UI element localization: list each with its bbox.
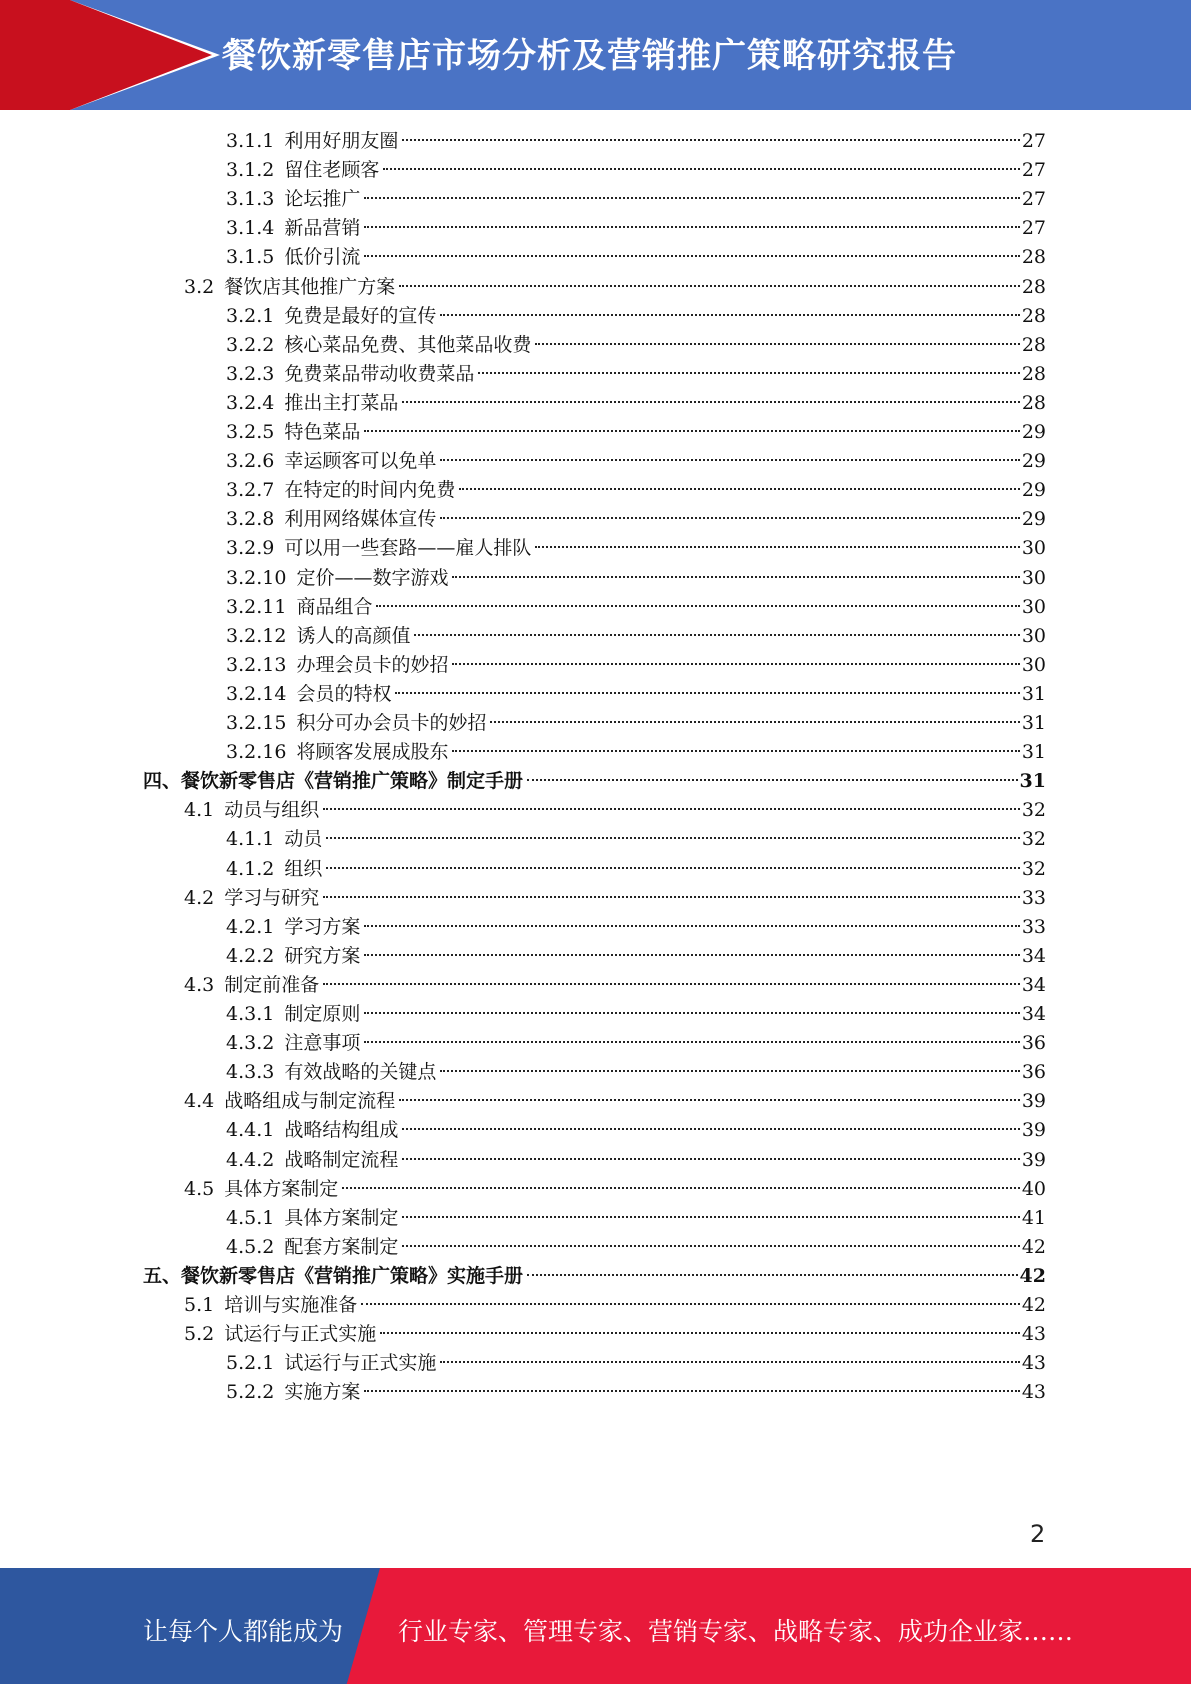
toc-entry-page: 42 [1021,1235,1046,1258]
toc-entry-page: 27 [1021,217,1046,240]
toc-leader-dots [364,954,1019,956]
toc-entry[interactable] [226,650,1046,681]
toc-entry[interactable] [226,388,1046,419]
toc-leader-dots [364,255,1019,257]
toc-entry-page: 27 [1021,130,1046,152]
toc-entry[interactable] [184,795,1046,826]
toc-entry-page: 28 [1021,333,1046,356]
toc-leader-dots [527,1274,1018,1276]
toc-entry-title: 办理会员卡的妙招 [296,653,449,676]
toc-entry-number: 4.5.1 [226,1206,275,1229]
toc-entry-title: 战略制定流程 [284,1148,399,1171]
toc-entry-number: 4.3 [184,973,215,996]
toc-entry-page: 30 [1021,537,1046,560]
toc-entry-number: 3.2.15 [226,712,287,734]
toc-entry[interactable] [226,1028,1046,1059]
toc-entry-page: 28 [1021,304,1046,327]
toc-entry-page: 39 [1021,1148,1046,1171]
toc-entry-number: 4.1 [184,799,215,822]
toc-entry-title: 低价引流 [284,246,361,269]
toc-entry-page: 42 [1021,1294,1046,1316]
toc-entry-page: 29 [1021,508,1046,531]
toc-leader-dots [361,1303,1020,1305]
toc-entry-number: 3.2.12 [226,624,287,647]
toc-entry[interactable] [184,883,1046,914]
toc-entry[interactable] [226,592,1046,623]
toc-entry-page: 31 [1019,770,1046,793]
toc-entry[interactable] [226,1057,1046,1088]
toc-entry-title: 在特定的时间内免费 [284,479,456,502]
toc-entry-title: 注意事项 [284,1032,361,1055]
footer-slogan-left: 让每个人都能成为 [143,1617,344,1646]
toc-leader-dots [326,837,1019,839]
toc-entry[interactable] [184,1290,1046,1321]
toc-entry-number: 4.2 [184,886,215,909]
toc-entry-page: 30 [1021,595,1046,618]
toc-entry-page: 27 [1021,159,1046,182]
toc-entry[interactable] [226,1203,1046,1234]
toc-entry-page: 40 [1021,1177,1046,1200]
toc-leader-dots [342,1187,1020,1189]
toc-entry-number: 3.1.2 [226,159,275,182]
toc-entry-number: 5.2.2 [226,1381,275,1404]
toc-entry-page: 43 [1021,1352,1046,1375]
toc-entry-number: 4.2.2 [226,944,275,967]
toc-entry-title: 组织 [284,857,323,880]
toc-entry[interactable] [226,1115,1046,1146]
toc-entry[interactable] [226,854,1046,885]
toc-entry-title: 餐饮店其他推广方案 [224,275,396,298]
toc-entry-page: 43 [1021,1381,1046,1404]
toc-entry-page: 28 [1021,391,1046,414]
toc-entry-number: 4.1.2 [226,857,275,880]
toc-entry[interactable] [226,999,1046,1030]
toc-entry[interactable] [226,737,1046,768]
toc-entry-number: 3.1.1 [226,130,275,152]
toc-entry-number: 3.2.5 [226,421,275,443]
toc-entry-number: 4.1.1 [226,828,275,851]
toc-leader-dots [395,692,1019,694]
toc-leader-dots [380,1332,1020,1334]
toc-entry-page: 32 [1021,799,1046,822]
toc-entry-title: 战略结构组成 [284,1119,399,1142]
toc-leader-dots [323,808,1020,810]
toc-entry-title: 具体方案制定 [224,1177,339,1200]
toc-entry[interactable] [184,1174,1046,1205]
toc-entry-number: 3.1.5 [226,246,275,269]
toc-entry-number: 4.4.1 [226,1119,275,1142]
toc-leader-dots [535,343,1019,345]
toc-leader-dots [440,1361,1019,1363]
toc-entry-title: 具体方案制定 [284,1206,399,1229]
toc-leader-dots [414,634,1019,636]
toc-entry[interactable] [226,1145,1046,1176]
toc-leader-dots [440,459,1019,461]
page-footer [0,1568,1191,1684]
toc-entry[interactable] [226,1377,1046,1408]
toc-entry-number: 3.2.13 [226,653,287,676]
toc-entry-page: 27 [1021,188,1046,211]
toc-entry-title: 试运行与正式实施 [284,1352,437,1375]
toc-entry-title: 战略组成与制定流程 [224,1090,396,1113]
toc-entry[interactable] [226,504,1046,535]
toc-leader-dots [323,896,1020,898]
toc-entry[interactable] [143,766,1046,797]
toc-entry[interactable] [226,330,1046,361]
toc-entry-title: 试运行与正式实施 [224,1323,377,1346]
toc-entry-number: 4.5 [184,1177,215,1200]
toc-entry-page: 36 [1021,1032,1046,1055]
toc-entry[interactable] [184,1319,1046,1350]
toc-entry-title: 免费菜品带动收费菜品 [284,362,475,385]
toc-entry-title: 利用网络媒体宣传 [284,508,437,531]
toc-entry[interactable] [226,213,1046,244]
header-arrow [70,0,212,110]
toc-entry-number: 3.2.6 [226,450,275,473]
footer-slogan-right: 行业专家、管理专家、营销专家、战略专家、成功企业家…… [398,1617,1074,1646]
toc-entry-number: 4.3.1 [226,1003,275,1025]
toc-entry-number: 3.2.1 [226,304,275,327]
toc-entry-title: 定价——数字游戏 [296,566,449,589]
toc-entry-title: 特色菜品 [284,421,361,443]
toc-entry[interactable] [226,301,1046,332]
toc-entry-title: 制定原则 [284,1003,361,1025]
toc-leader-dots [402,401,1019,403]
toc-entry-page: 28 [1021,246,1046,269]
toc-entry-page: 33 [1021,915,1046,938]
toc-entry-page: 34 [1021,944,1046,967]
toc-entry-title: 留住老顾客 [284,159,380,182]
toc-leader-dots [399,1099,1020,1101]
toc-entry-page: 34 [1021,973,1046,996]
toc-leader-dots [402,1216,1019,1218]
toc-leader-dots [364,925,1019,927]
header-red-band [0,0,70,110]
toc-entry-page: 39 [1021,1119,1046,1142]
toc-leader-dots [364,1390,1019,1392]
toc-entry-number: 5.1 [184,1294,215,1316]
toc-entry-title: 有效战略的关键点 [284,1061,437,1084]
toc-leader-dots [383,168,1019,170]
toc-entry-page: 29 [1021,421,1046,443]
toc-entry-number: 3.2.16 [226,741,287,764]
toc-leader-dots [364,430,1019,432]
toc-entry-title: 学习与研究 [224,886,320,909]
toc-leader-dots [527,779,1018,781]
toc-leader-dots [402,1158,1019,1160]
toc-entry-number: 3.2.7 [226,479,275,502]
toc-entry[interactable] [226,126,1046,157]
toc-leader-dots [478,372,1019,374]
toc-leader-dots [364,1012,1019,1014]
toc-entry-title: 推出主打菜品 [284,391,399,414]
toc-entry-page: 33 [1021,886,1046,909]
toc-entry-title: 幸运顾客可以免单 [284,450,437,473]
toc-entry-number: 4.5.2 [226,1235,275,1258]
toc-leader-dots [452,576,1019,578]
toc-leader-dots [364,1041,1019,1043]
toc-entry-title: 商品组合 [296,595,373,618]
toc-entry[interactable] [226,155,1046,186]
toc-entry-title: 动员与组织 [224,799,320,822]
toc-leader-dots [399,285,1020,287]
toc-entry[interactable] [226,475,1046,506]
toc-entry-page: 34 [1021,1003,1046,1025]
toc-entry-title: 培训与实施准备 [224,1294,358,1316]
toc-entry-number: 3.2.4 [226,391,275,414]
toc-leader-dots [490,721,1019,723]
toc-leader-dots [402,1128,1019,1130]
toc-leader-dots [440,1070,1019,1072]
toc-entry-title: 动员 [284,828,323,851]
toc-entry-title: 学习方案 [284,915,361,938]
toc-leader-dots [452,663,1019,665]
toc-entry-number: 3.1.3 [226,188,275,211]
toc-entry[interactable] [226,242,1046,273]
toc-entry-title: 制定前准备 [224,973,320,996]
toc-leader-dots [376,605,1019,607]
toc-entry-number: 4.4.2 [226,1148,275,1171]
toc-entry[interactable] [226,679,1046,710]
toc-leader-dots [326,867,1019,869]
toc-entry-page: 39 [1021,1090,1046,1113]
toc-entry[interactable] [226,563,1046,594]
report-title: 餐饮新零售店市场分析及营销推广策略研究报告 [222,36,957,76]
toc-entry-number: 4.3.3 [226,1061,275,1084]
toc-entry-title: 核心菜品免费、其他菜品收费 [284,333,532,356]
toc-entry-page: 28 [1021,275,1046,298]
toc-entry[interactable] [226,1348,1046,1379]
toc-leader-dots [364,197,1019,199]
toc-entry[interactable] [226,941,1046,972]
toc-entry-number: 5.2.1 [226,1352,275,1375]
toc-entry[interactable] [226,621,1046,652]
toc-entry-page: 30 [1021,653,1046,676]
toc-entry-page: 32 [1021,828,1046,851]
toc-entry-number: 4.3.2 [226,1032,275,1055]
toc-entry-title: 将顾客发展成股东 [296,741,449,764]
toc-entry-number: 4.4 [184,1090,215,1113]
toc-entry-title: 配套方案制定 [284,1235,399,1258]
toc-entry-page: 29 [1021,479,1046,502]
toc-entry[interactable] [184,970,1046,1001]
toc-entry-title: 积分可办会员卡的妙招 [296,712,487,734]
toc-entry-page: 31 [1021,682,1046,705]
toc-entry-number: 3.2.2 [226,333,275,356]
toc-leader-dots [440,517,1019,519]
page-number: 2 [1030,1520,1046,1548]
toc-leader-dots [535,546,1019,548]
toc-entry-number: 3.2.10 [226,566,287,589]
toc-leader-dots [402,139,1019,141]
toc-entry[interactable] [226,359,1046,390]
toc-entry[interactable] [226,824,1046,855]
toc-entry-page: 30 [1021,624,1046,647]
toc-entry-title: 四、餐饮新零售店《营销推广策略》制定手册 [143,770,524,793]
toc-entry-number: 3.2.9 [226,537,275,560]
toc-entry[interactable] [226,417,1046,448]
toc-leader-dots [323,983,1020,985]
toc-entry[interactable] [226,1232,1046,1263]
toc-entry[interactable] [184,272,1046,303]
toc-entry[interactable] [226,912,1046,943]
toc-entry-title: 新品营销 [284,217,361,240]
toc-leader-dots [402,1245,1019,1247]
toc-leader-dots [440,314,1019,316]
page-header [0,0,1191,110]
toc-entry[interactable] [226,184,1046,215]
toc-entry-page: 28 [1021,362,1046,385]
toc-entry-title: 实施方案 [284,1381,361,1404]
toc-entry-title: 论坛推广 [284,188,361,211]
toc-entry-page: 32 [1021,857,1046,880]
toc-entry-title: 诱人的高颜值 [296,624,411,647]
toc-entry-title: 利用好朋友圈 [284,130,399,152]
toc-entry[interactable] [226,708,1046,739]
toc-entry-title: 研究方案 [284,944,361,967]
toc-entry-page: 31 [1021,712,1046,734]
toc-entry-number: 3.2.14 [226,682,287,705]
toc-entry[interactable] [143,1261,1046,1292]
toc-entry-number: 3.2.11 [226,595,287,618]
toc-entry-page: 30 [1021,566,1046,589]
toc-entry-title: 可以用一些套路——雇人排队 [284,537,532,560]
toc-entry-page: 31 [1021,741,1046,764]
toc-entry[interactable] [226,446,1046,477]
toc-entry[interactable] [184,1086,1046,1117]
toc-entry-number: 4.2.1 [226,915,275,938]
toc-entry-page: 42 [1019,1264,1046,1287]
toc-leader-dots [452,750,1019,752]
toc-entry-page: 29 [1021,450,1046,473]
toc-entry[interactable] [226,533,1046,564]
toc-entry-page: 41 [1021,1206,1046,1229]
toc-leader-dots [364,226,1019,228]
toc-entry-number: 3.2.8 [226,508,275,531]
toc-entry-title: 免费是最好的宣传 [284,304,437,327]
toc-entry-number: 3.1.4 [226,217,275,240]
toc-entry-number: 3.2 [184,275,215,298]
toc-entry-title: 五、餐饮新零售店《营销推广策略》实施手册 [143,1264,524,1287]
toc-entry-page: 43 [1021,1323,1046,1346]
toc-entry-page: 36 [1021,1061,1046,1084]
toc-leader-dots [459,488,1019,490]
toc-entry-number: 5.2 [184,1323,215,1346]
toc-entry-title: 会员的特权 [296,682,392,705]
toc-entry-number: 3.2.3 [226,362,275,385]
